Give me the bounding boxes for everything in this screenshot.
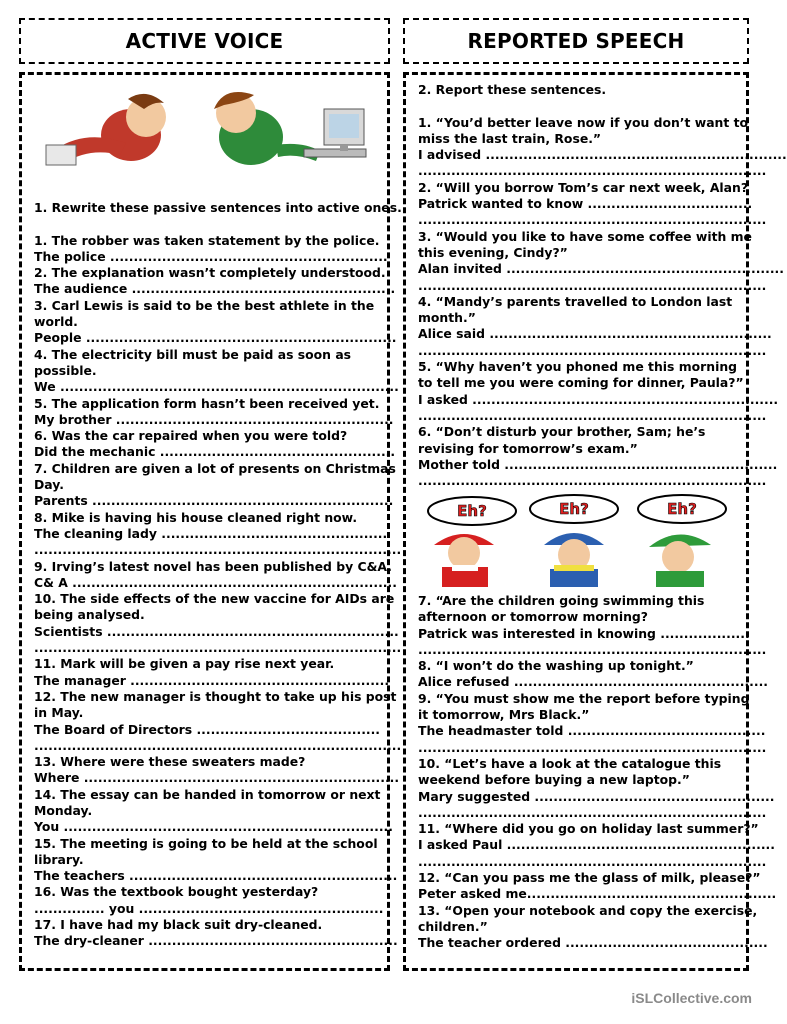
text-line: 15. The meeting is going to be held at the school xyxy=(34,835,378,851)
text-line: 5. The application form hasn’t been received yet. xyxy=(34,395,380,411)
right-title: REPORTED SPEECH xyxy=(403,18,749,64)
speech-bubble-2: Eh? xyxy=(559,500,589,518)
text-line: afternoon or tomorrow morning? xyxy=(418,609,648,625)
text-line: revising for tomorrow’s exam.” xyxy=(418,440,638,456)
text-line: Patrick wanted to know ................................... xyxy=(418,196,753,212)
text-line: My brother ........................................................... xyxy=(34,411,394,427)
text-line: People .................................................................. xyxy=(34,330,397,346)
text-line: 13. “Open your notebook and copy the exercise, xyxy=(418,902,758,918)
text-line: to tell me you were coming for dinner, Paula?” xyxy=(418,375,744,391)
text-line: 9. Irving’s latest novel has been published by C&A. xyxy=(34,558,392,574)
text-line: 8. “I won’t do the washing up tonight.” xyxy=(418,658,694,674)
left-title: ACTIVE VOICE xyxy=(19,18,390,64)
text-line: 12. The new manager is thought to take up his post xyxy=(34,688,397,704)
text-line: Monday. xyxy=(34,802,93,818)
text-line: The manager ....................................................... xyxy=(34,672,390,688)
left-exercise-text xyxy=(34,200,402,950)
text-line: 7. Children are given a lot of presents on Christmas xyxy=(34,460,396,476)
right-exercise-text-bottom xyxy=(418,593,777,952)
text-line: Alan invited ........................................................... xyxy=(418,261,784,277)
text-line: You ...................................................................... xyxy=(34,819,393,835)
text-line: .......................................................................... xyxy=(418,342,767,358)
text-line: .......................................................................... xyxy=(418,804,767,820)
text-line: I asked Paul ......................................................... xyxy=(418,837,775,853)
text-line: 10. “Let’s have a look at the catalogue this xyxy=(418,755,722,771)
text-line: in May. xyxy=(34,705,84,721)
text-line: this evening, Cindy?” xyxy=(418,244,568,260)
text-line: 7. “Are the children going swimming this xyxy=(418,593,705,608)
text-line: 10. The side effects of the new vaccine for AIDs are xyxy=(34,591,395,607)
text-line: .......................................................................... xyxy=(418,641,767,657)
text-line: .......................................................................... xyxy=(418,853,767,869)
footer-watermark: iSLCollective.com xyxy=(631,990,752,1006)
text-line: .......................................................................... xyxy=(418,739,767,755)
text-line: We ........................................................................ xyxy=(34,379,399,395)
text-line: .......................................................................... xyxy=(418,407,767,423)
text-line: I advised ................................................................ xyxy=(418,147,787,163)
speech-bubble-3: Eh? xyxy=(667,500,697,518)
text-line: Did the mechanic .................................................. xyxy=(34,444,396,460)
text-line: I asked ................................................................. xyxy=(418,391,779,407)
text-line xyxy=(34,216,377,232)
text-line: Parents ................................................................ xyxy=(34,493,394,509)
text-line: C& A ..................................................................... xyxy=(34,574,397,590)
text-line: 4. “Mandy’s parents travelled to London last xyxy=(418,293,733,309)
text-line: The Board of Directors ....................................... xyxy=(34,721,381,737)
text-line: .............................................................................. xyxy=(34,542,402,558)
students-at-computer-illustration xyxy=(36,87,376,187)
text-line: The police ........................................................... xyxy=(34,248,388,264)
text-line: 1. “You’d better leave now if you don’t want to xyxy=(418,114,749,130)
text-line: 2. “Will you borrow Tom’s car next week, Alan? xyxy=(418,179,749,195)
text-line: Alice refused ...................................................... xyxy=(418,674,769,690)
text-line: weekend before buying a new laptop.” xyxy=(418,772,690,788)
text-line xyxy=(418,98,736,114)
reported-speech-column xyxy=(403,72,787,971)
text-line: .......................................................................... xyxy=(418,277,767,293)
text-line: 4. The electricity bill must be paid as soon as xyxy=(34,346,352,362)
text-line: The audience ........................................................ xyxy=(34,281,396,297)
text-line: 6. Was the car repaired when you were told? xyxy=(34,428,348,444)
text-line: 6. “Don’t disturb your brother, Sam; he’s xyxy=(418,424,706,440)
text-line: 8. Mike is having his house cleaned right now. xyxy=(34,509,358,525)
text-line: 2. The explanation wasn’t completely understood. xyxy=(34,265,386,281)
text-line: .......................................................................... xyxy=(418,473,767,489)
kids-eh-illustration xyxy=(424,495,729,587)
text-line: The dry-cleaner ..................................................... xyxy=(34,933,398,949)
text-line: 11. Mark will be given a pay rise next year. xyxy=(34,656,335,672)
text-line: .......................................................................... xyxy=(418,163,767,179)
text-line: 1. The robber was taken statement by the police. xyxy=(34,232,380,248)
text-line: 17. I have had my black suit dry-cleaned. xyxy=(34,917,323,933)
text-line: 1. Rewrite these passive sentences into active ones. xyxy=(34,200,402,215)
text-line: 14. The essay can be handed in tomorrow or next xyxy=(34,786,381,802)
text-line: it tomorrow, Mrs Black.” xyxy=(418,707,590,723)
text-line: Patrick was interested in knowing ................... xyxy=(418,625,750,641)
text-line: The teacher ordered ........................................... xyxy=(418,935,768,951)
text-line: month.” xyxy=(418,310,476,326)
text-line: 16. Was the textbook bought yesterday? xyxy=(34,884,319,900)
text-line: 3. Carl Lewis is said to be the best athlete in the xyxy=(34,297,375,313)
text-line: 5. “Why haven’t you phoned me this morning xyxy=(418,359,738,375)
text-line: Where ................................................................... xyxy=(34,770,400,786)
text-line: 13. Where were these sweaters made? xyxy=(34,754,306,770)
text-line: children.” xyxy=(418,918,488,934)
text-line: .......................................................................... xyxy=(418,212,767,228)
text-line: .............................................................................. xyxy=(34,737,402,753)
text-line: Scientists .............................................................. xyxy=(34,623,399,639)
text-line: The headmaster told .......................................... xyxy=(418,723,766,739)
text-line: 3. “Would you like to have some coffee with me xyxy=(418,228,752,244)
active-voice-column xyxy=(19,72,402,971)
text-line: Mary suggested ................................................... xyxy=(418,788,775,804)
text-line: .............................................................................. xyxy=(34,640,402,656)
text-line: The cleaning lady ................................................ xyxy=(34,525,388,541)
text-line: 12. “Can you pass me the glass of milk, please?” xyxy=(418,870,761,886)
text-line: The teachers ......................................................... xyxy=(34,868,398,884)
text-line: 2. Report these sentences. xyxy=(418,82,607,97)
text-line: miss the last train, Rose.” xyxy=(418,130,602,146)
text-line: world. xyxy=(34,314,78,330)
text-line: Mother told .......................................................... xyxy=(418,456,778,472)
text-line: possible. xyxy=(34,362,97,378)
text-line: Day. xyxy=(34,477,64,493)
text-line: library. xyxy=(34,851,84,867)
right-exercise-text-top xyxy=(418,82,787,489)
text-line: 11. “Where did you go on holiday last summer?” xyxy=(418,821,759,837)
text-line: 9. “You must show me the report before typing xyxy=(418,690,750,706)
text-line: ............... you .................................................... xyxy=(34,900,384,916)
text-line: Peter asked me..................................................... xyxy=(418,886,777,902)
text-line: being analysed. xyxy=(34,607,145,623)
text-line: Alice said ............................................................ xyxy=(418,326,772,342)
speech-bubble-1: Eh? xyxy=(457,502,487,520)
